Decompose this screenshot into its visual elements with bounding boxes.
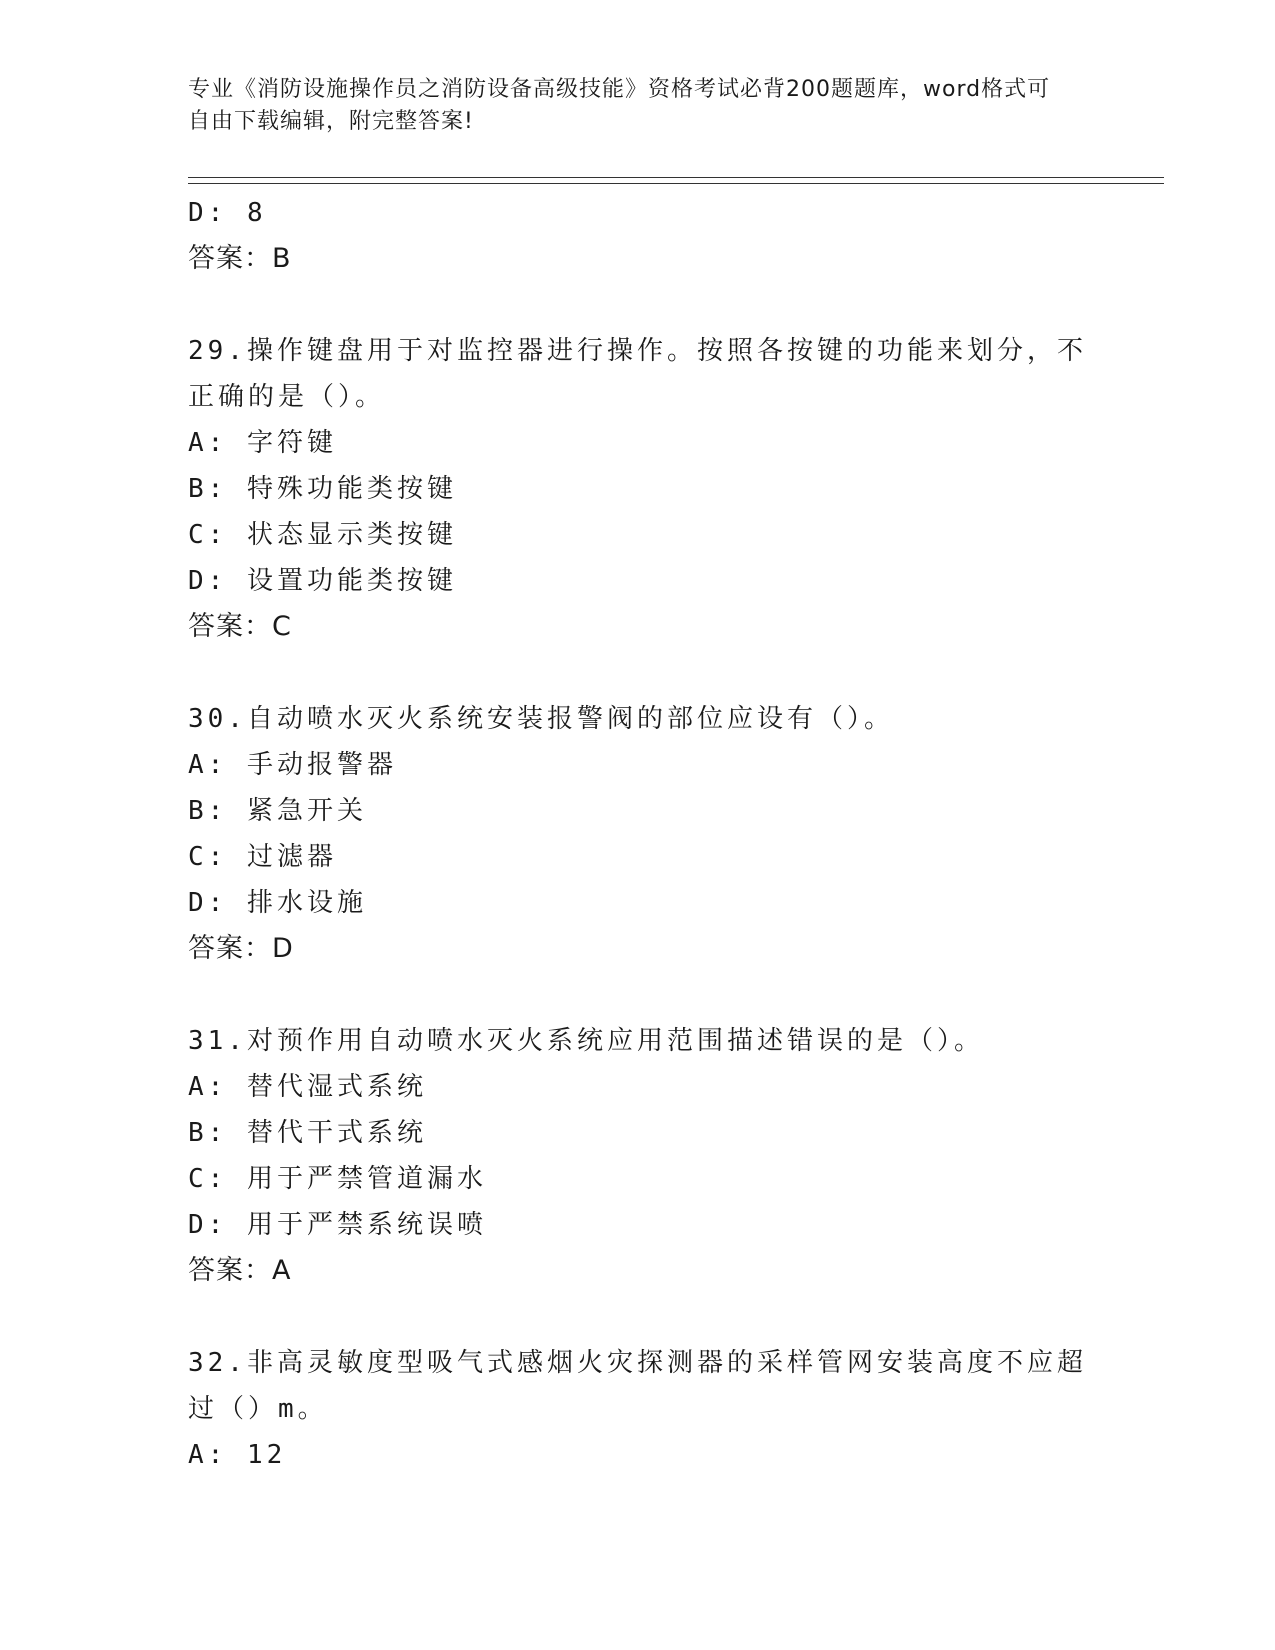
- question-31: [188, 1018, 1088, 1294]
- question-stem: 32.非高灵敏度型吸气式感烟火灾探测器的采样管网安装高度不应超过（）m。: [188, 1348, 1087, 1424]
- option-d: D: 设置功能类按键: [188, 566, 457, 596]
- option-a: A: 字符键: [188, 428, 337, 458]
- answer-line: 答案：A: [188, 1255, 292, 1286]
- document-header: 专业《消防设施操作员之消防设备高级技能》资格考试必背200题题库，word格式可自由下载编辑，附完整答案!: [188, 77, 1051, 134]
- option-d: D: 用于严禁系统误喷: [188, 1210, 487, 1240]
- option-a: A: 手动报警器: [188, 750, 397, 780]
- header-divider-top: [188, 177, 1164, 178]
- question-32: [188, 1340, 1088, 1478]
- option-b: B: 特殊功能类按键: [188, 474, 457, 504]
- answer-line: 答案：B: [188, 243, 292, 274]
- option-d: D: 8: [188, 198, 267, 228]
- option-c: C: 过滤器: [188, 842, 337, 872]
- question-30: [188, 696, 1088, 972]
- answer-line: 答案：D: [188, 933, 294, 964]
- option-c: C: 用于严禁管道漏水: [188, 1164, 487, 1194]
- header-divider-bottom: [188, 183, 1164, 184]
- question-stem: 31.对预作用自动喷水灭火系统应用范围描述错误的是（）。: [188, 1026, 984, 1056]
- previous-question-tail: [188, 190, 1088, 282]
- option-b: B: 紧急开关: [188, 796, 367, 826]
- question-stem: 30.自动喷水灭火系统安装报警阀的部位应设有（）。: [188, 704, 894, 734]
- option-a: A: 12: [188, 1440, 287, 1470]
- option-b: B: 替代干式系统: [188, 1118, 427, 1148]
- question-list: [188, 190, 1088, 1478]
- question-29: [188, 328, 1088, 650]
- option-a: A: 替代湿式系统: [188, 1072, 427, 1102]
- question-stem: 29.操作键盘用于对监控器进行操作。按照各按键的功能来划分，不正确的是（）。: [188, 336, 1087, 412]
- answer-line: 答案：C: [188, 611, 292, 642]
- option-c: C: 状态显示类按键: [188, 520, 457, 550]
- option-d: D: 排水设施: [188, 888, 367, 918]
